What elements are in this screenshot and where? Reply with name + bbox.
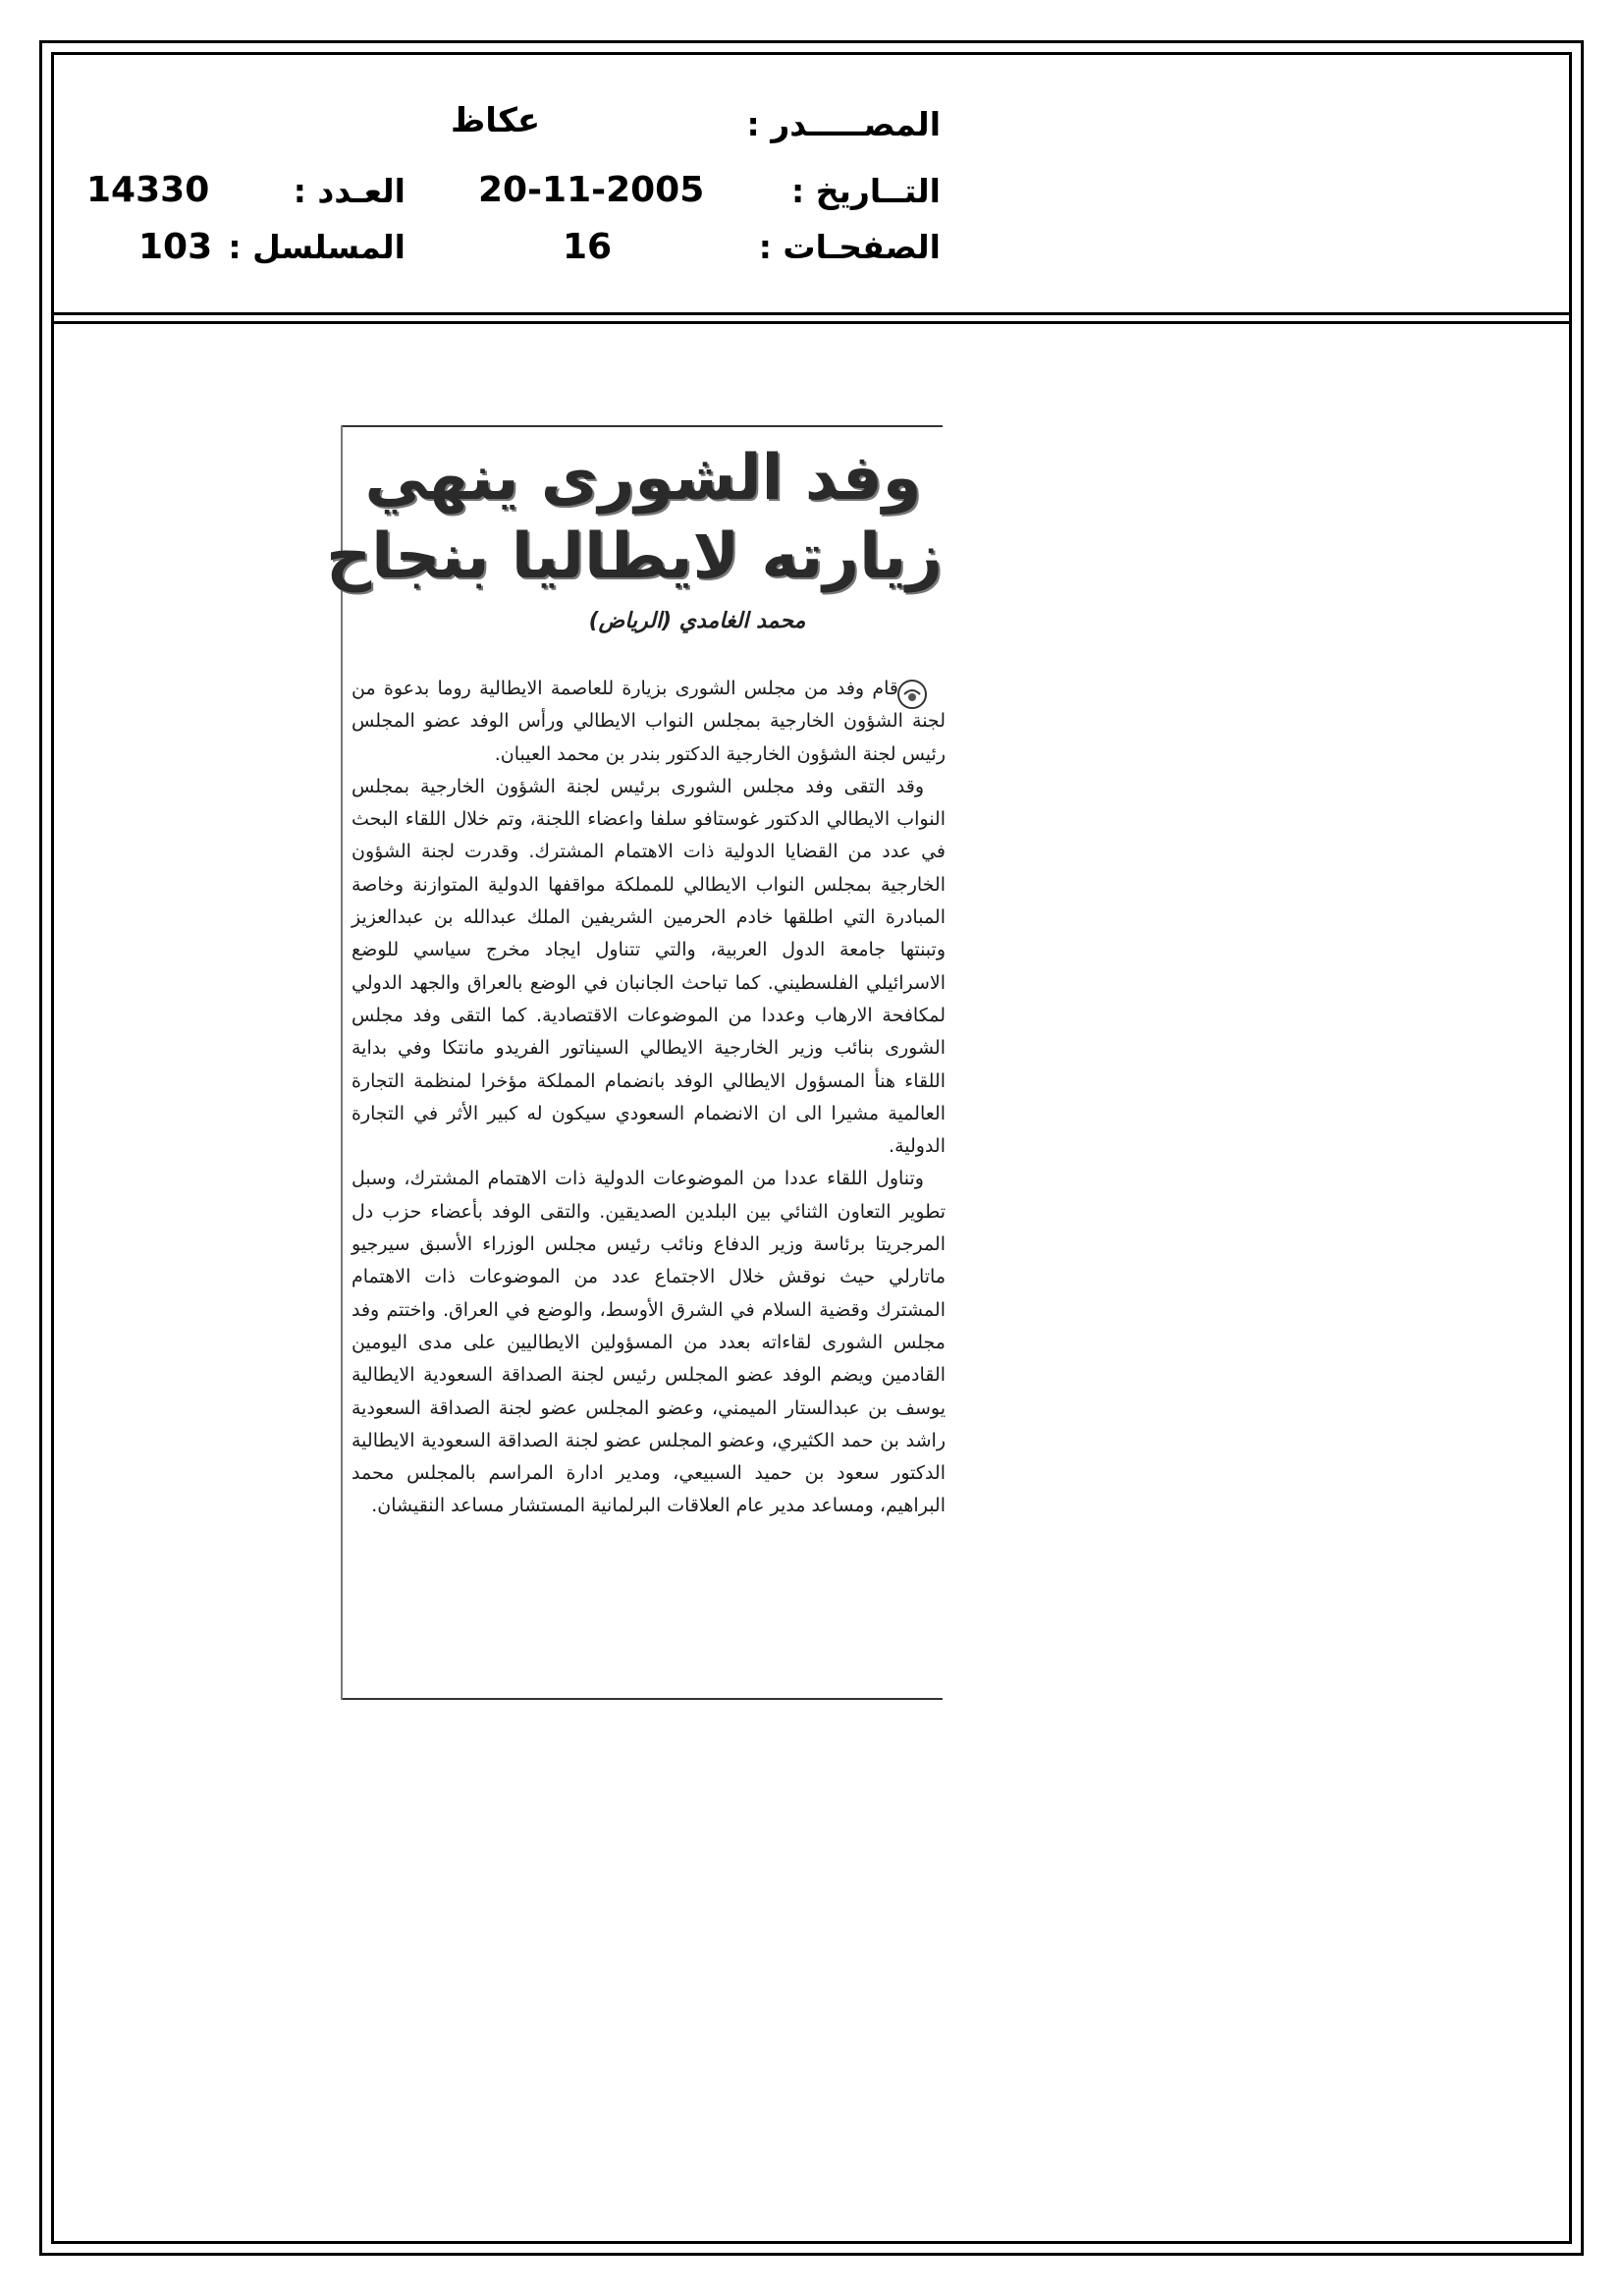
issue-value: 14330 bbox=[86, 170, 210, 210]
date-value: 20-11-2005 bbox=[478, 170, 705, 210]
article-paragraph: وتناول اللقاء عددا من الموضوعات الدولية ذات الاهتمام المشترك، وسبل تطوير التعاون الثنائي بين البلدين الصديقين. والتقى الوفد بأعضاء حزب دل المرجريتا برئاسة وزير الدفاع ونائب رئيس مجلس الوزراء الأسبق سيرجيو ماتارلي حيث نوقش خلال الاجتماع عدد من الموضوعات ذات الاهتمام المشترك وقضية السلام في الشرق الأوسط، والوضع في العراق. واختتم وفد مجلس الشورى لقاءاته بعدد من المسؤولين الايطاليين على مدى اليومين القادمين ويضم الوفد عضو المجلس رئيس لجنة الصداقة السعودية الايطالية يوسف بن عبدالستار الميمني، وعضو المجلس عضو لجنة الصداقة السعودية راشد بن حمد الكثيري، وعضو المجلس عضو لجنة الصداقة السعودية الايطالية الدكتور سعود بن حميد السبيعي، ومدير ادارة المراسم بالمجلس محمد البراهيم، ومساعد مدير عام العلاقات البرلمانية المستشار مساعد النقيشان. bbox=[352, 1168, 946, 1517]
clipping-top-rule bbox=[342, 425, 943, 427]
article-paragraph: وقد التقى وفد مجلس الشورى برئيس لجنة الشؤون الخارجية بمجلس النواب الايطالي الدكتور غوستافو سلفا واعضاء اللجنة، وتم خلال اللقاء البحث في عدد من القضايا الدولية ذات الاهتمام المشترك. وقدرت لجنة الشؤون الخارجية بمجلس النواب الايطالي للمملكة مواقفها الدولية المتوازنة وخاصة المبادرة التي اطلقها خادم الحرمين الشريفين الملك عبدالله بن عبدالعزيز وتبنتها جامعة الدول العربية، والتي تتناول ايجاد مخرج سياسي للوضع الاسرائيلي الفلسطيني. كما تباحث الجانبان في الوضع بالعراق والجهد الدولي لمكافحة الارهاب وعددا من الموضوعات الاقتصادية. كما التقى وفد مجلس الشورى بنائب وزير الخارجية الايطالي السيناتور الفريدو مانتكا وفي بداية اللقاء هنأ المسؤول الايطالي الوفد بانضمام المملكة مؤخرا لمنظمة التجارة العالمية مشيرا الى ان الانضمام السعودي سيكون له كبير الأثر في التجارة الدولية. bbox=[352, 775, 946, 1158]
source-label: المصـــــدر : bbox=[746, 105, 941, 143]
source-value: عكاظ bbox=[451, 101, 541, 140]
article-headline-line1: وفد الشورى ينهي bbox=[364, 442, 922, 515]
issue-label: العـدد : bbox=[293, 172, 406, 210]
pages-value: 16 bbox=[563, 227, 613, 267]
serial-value: 103 bbox=[138, 227, 213, 267]
article-headline-line2: زيارته لايطاليا بنجاح bbox=[326, 520, 943, 593]
pages-label: الصفحـات : bbox=[758, 228, 941, 266]
date-label: التــاريخ : bbox=[791, 172, 941, 210]
article-body bbox=[352, 673, 946, 1523]
header-divider-top bbox=[51, 312, 1572, 315]
serial-label: المسلسل : bbox=[228, 228, 406, 266]
clipping-left-rule bbox=[341, 425, 343, 1700]
clipping-bottom-rule bbox=[342, 1698, 943, 1700]
article-byline: محمد الغامدي (الرياض) bbox=[588, 609, 806, 633]
header-divider-bottom bbox=[51, 321, 1572, 324]
article-paragraph: قام وفد من مجلس الشورى بزيارة للعاصمة الايطالية روما بدعوة من لجنة الشؤون الخارجية بمجلس النواب الايطالي ورأس الوفد عضو المجلس رئيس لجنة الشؤون الخارجية الدكتور بندر بن محمد العيبان. bbox=[352, 678, 946, 765]
